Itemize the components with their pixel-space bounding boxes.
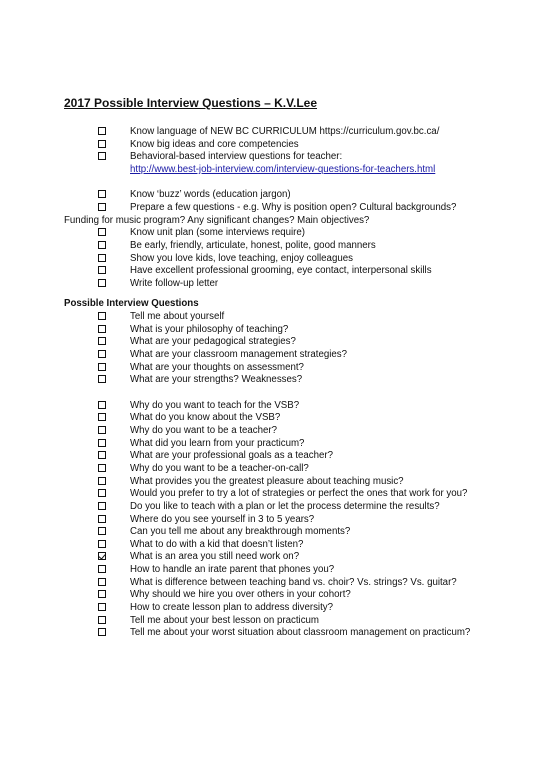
checkbox-icon[interactable] — [98, 350, 106, 358]
checkbox-icon[interactable] — [98, 375, 106, 383]
checklist-item-text: Prepare a few questions - e.g. Why is position open? Cultural backgrounds? — [130, 201, 457, 213]
checkbox-icon[interactable] — [98, 228, 106, 236]
checkbox-icon[interactable] — [98, 363, 106, 371]
checklist-item-text: Show you love kids, love teaching, enjoy colleagues — [130, 252, 353, 264]
checklist-item-text: What do you know about the VSB? — [130, 412, 281, 424]
checklist-item-text: How to create lesson plan to address diversity? — [130, 602, 334, 614]
checkbox-icon[interactable] — [98, 190, 106, 198]
checklist-item-text: Can you tell me about any breakthrough moments? — [130, 526, 351, 538]
checkbox-icon[interactable] — [98, 477, 106, 485]
wrapped-line: Funding for music program? Any significant changes? Main objectives? — [64, 214, 370, 226]
checklist-item-text: What provides you the greatest pleasure about teaching music? — [130, 475, 404, 487]
checkbox-icon[interactable] — [98, 590, 106, 598]
checkbox-icon[interactable] — [98, 552, 106, 560]
checklist-item-text: What to do with a kid that doesn’t listen? — [130, 538, 304, 550]
checklist-item-text: Be early, friendly, articulate, honest, polite, good manners — [130, 239, 376, 251]
checkbox-icon[interactable] — [98, 451, 106, 459]
checkbox-icon[interactable] — [98, 489, 106, 497]
checklist-item-text: Why do you want to be a teacher? — [130, 424, 278, 436]
checkbox-icon[interactable] — [98, 540, 106, 548]
checkbox-icon[interactable] — [98, 578, 106, 586]
checkbox-icon[interactable] — [98, 464, 106, 472]
checklist-item-text: Tell me about your best lesson on practicum — [130, 614, 319, 626]
checkbox-icon[interactable] — [98, 312, 106, 320]
checkbox-icon[interactable] — [98, 439, 106, 447]
checkbox-icon[interactable] — [98, 401, 106, 409]
checkbox-icon[interactable] — [98, 325, 106, 333]
checkbox-icon[interactable] — [98, 502, 106, 510]
checkbox-icon[interactable] — [98, 337, 106, 345]
checkbox-icon[interactable] — [98, 628, 106, 636]
checklist-item-text: Know language of NEW BC CURRICULUM https://curriculum.gov.bc.ca/ — [130, 126, 440, 137]
checklist-item-text: Do you like to teach with a plan or let the process determine the results? — [130, 500, 440, 512]
checkbox-icon[interactable] — [98, 527, 106, 535]
checklist-item-text: What are your strengths? Weaknesses? — [130, 374, 303, 386]
checklist-item-text: What is an area you still need work on? — [130, 551, 300, 563]
checklist-item-text: Where do you see yourself in 3 to 5 years? — [130, 513, 315, 525]
checklist-item-text: What are your professional goals as a teacher? — [130, 450, 334, 462]
checklist-item-text: What are your thoughts on assessment? — [130, 361, 304, 373]
checklist-item-text: What are your classroom management strategies? — [130, 349, 347, 361]
checklist-item-text: Would you prefer to try a lot of strategies or perfect the ones that work for you? — [130, 488, 468, 500]
checklist-item-text: Why should we hire you over others in your cohort? — [130, 589, 351, 601]
checkbox-icon[interactable] — [98, 279, 106, 287]
interview-questions-link[interactable]: http://www.best-job-interview.com/interview-questions-for-teachers.html — [130, 163, 436, 175]
checkbox-icon[interactable] — [98, 603, 106, 611]
checklist-item-text: Know ‘buzz’ words (education jargon) — [130, 189, 291, 201]
section-heading: Possible Interview Questions — [64, 298, 199, 310]
checkbox-icon[interactable] — [98, 152, 106, 160]
checklist-item-text: What is difference between teaching band vs. choir? Vs. strings? Vs. guitar? — [130, 576, 457, 588]
checklist-item-text: Tell me about your worst situation about classroom management on practicum? — [130, 627, 471, 639]
checklist-item-text: Write follow-up letter — [130, 277, 219, 289]
checklist-item-text: What did you learn from your practicum? — [130, 437, 305, 449]
checklist-item-text: What are your pedagogical strategies? — [130, 336, 296, 348]
checkbox-icon[interactable] — [98, 515, 106, 523]
checkbox-icon[interactable] — [98, 565, 106, 573]
checkbox-icon[interactable] — [98, 266, 106, 274]
checklist-item-text: Know big ideas and core competencies — [130, 138, 299, 150]
checklist-item-text: Why do you want to teach for the VSB? — [130, 399, 300, 411]
checkbox-icon[interactable] — [98, 241, 106, 249]
checklist-item-text: How to handle an irate parent that phones you? — [130, 564, 335, 576]
page-title: 2017 Possible Interview Questions – K.V.Lee — [64, 96, 318, 110]
checkbox-icon[interactable] — [98, 127, 106, 135]
checkbox-icon[interactable] — [98, 203, 106, 211]
checklist-item-text: Tell me about yourself — [130, 311, 225, 323]
checkbox-icon[interactable] — [98, 254, 106, 262]
checklist-item-text: Behavioral-based interview questions for teacher: — [130, 151, 343, 163]
checkbox-icon[interactable] — [98, 413, 106, 421]
checkbox-icon[interactable] — [98, 616, 106, 624]
checklist-item-text: Why do you want to be a teacher-on-call? — [130, 462, 309, 474]
checklist-item-text: What is your philosophy of teaching? — [130, 323, 289, 335]
checkbox-icon[interactable] — [98, 140, 106, 148]
checklist-item-text: Have excellent professional grooming, eye contact, interpersonal skills — [130, 265, 432, 277]
checkbox-icon[interactable] — [98, 426, 106, 434]
checklist-item-text: Know unit plan (some interviews require) — [130, 227, 305, 239]
